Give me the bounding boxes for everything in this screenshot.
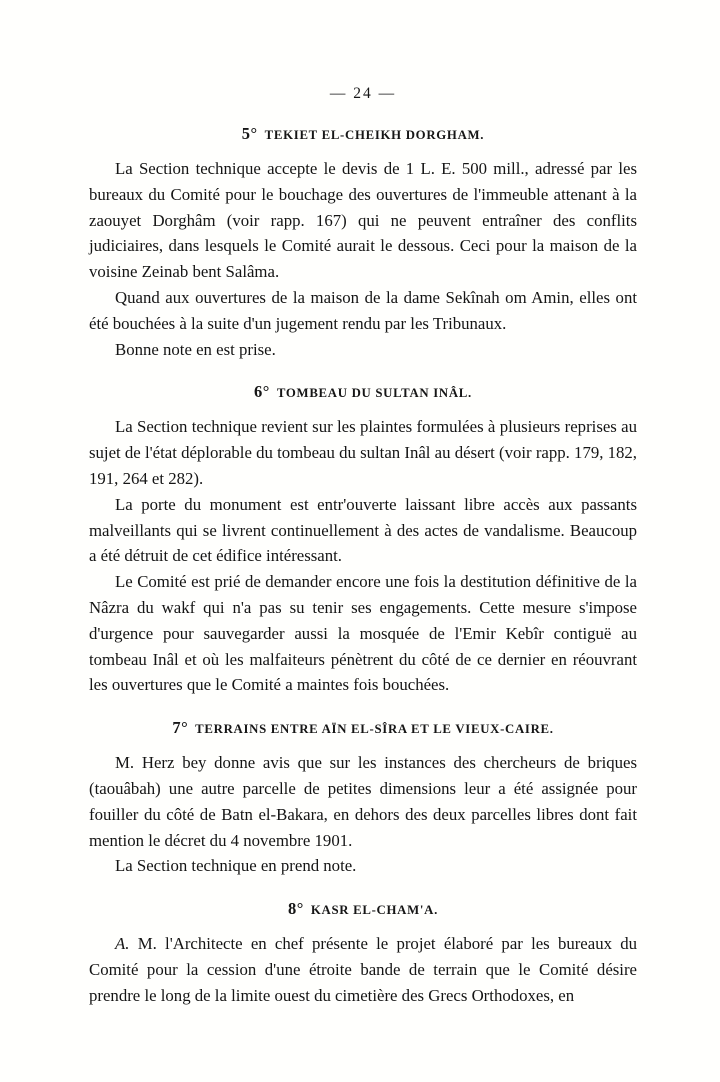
section-heading [89,897,637,920]
section-title: TEKIET EL-CHEIKH DORGHAM. [264,128,485,142]
section-heading [89,716,637,739]
section-number: 6° [254,382,270,402]
paragraph: Le Comité est prié de demander encore une fois la destitution définitive de la Nâzra du wakf qui n'a pas su tenir ses engagements. Cette mesure s'impose d'urgence pour sauvegarder aussi la mosquée de l'Emir Kebîr contiguë au tombeau Inâl et où les malfaiteurs pénètrent du côté de ce dernier en réouvrant les ouvertures que le Comité a maintes fois bouchées. [89,572,637,695]
paragraph: La Section technique en prend note. [115,856,357,876]
section-heading [89,380,637,403]
section-number: 7° [172,718,189,738]
paragraph [89,931,637,1008]
section-title: KASR EL-CHAM'A. [310,903,438,918]
paragraph: La porte du monument est entr'ouverte laissant libre accès aux passants malveillants qui se livrent continuellement à des actes de vandalisme. Beaucoup a été détruit de cet édifice intéressant. [89,494,637,566]
paragraph: Bonne note en est prise. [115,339,276,359]
section-8-kasr-el-chama [89,897,637,1008]
section-7-terrains-ain-el-sira [89,716,637,879]
paragraph: M. Herz bey donne avis que sur les instances des chercheurs de briques (taouâbah) une autre parcelle de petites dimensions leur a été assignée pour fouiller du côté de Batn el-Bakara, en dehors des deux parcelles libres dont fait mention le décret du 4 novembre 1901. [89,753,637,850]
paragraph-lead-italic: A. [115,934,130,954]
section-title: TOMBEAU DU SULTAN INÂL. [276,386,472,401]
page-number: — 24 — [329,85,397,102]
section-heading [89,122,637,145]
section-6-tombeau-du-sultan-inal [89,380,637,698]
section-number: 8° [288,899,304,919]
section-title: TERRAINS ENTRE AÏN EL-SÎRA ET LE VIEUX-CAIRE. [195,722,554,737]
section-5-tekiet-el-cheikh-dorgham [89,122,637,362]
paragraph: La Section technique revient sur les plaintes formulées à plusieurs reprises au sujet de l'état déplorable du tombeau du sultan Inâl au désert (voir rapp. 179, 182, 191, 264 et 282). [89,417,637,488]
section-number: 5° [241,124,258,143]
paragraph-text: M. l'Architecte en chef présente le projet élaboré par les bureaux du Comité pour la cession d'une étroite bande de terrain que le Comité désire prendre le long de la limite ouest du cimetière des Grecs Orthodoxes, en [89,934,637,1005]
paragraph: La Section technique accepte le devis de 1 L. E. 500 mill., adressé par les bureaux du Comité pour le bouchage des ouvertures de l'immeuble attenant à la zaouyet Dorghâm (voir rapp. 167) qui ne peuvent entraîner des conflits judiciaires, dans lesquels le Comité aurait le dessous. Ceci pour la maison de la voisine Zeinab bent Salâma. [89,159,637,282]
paragraph: Quand aux ouvertures de la maison de la dame Sekînah om Amin, elles ont été bouchées à la suite d'un jugement rendu par les Tribunaux. [89,287,637,333]
